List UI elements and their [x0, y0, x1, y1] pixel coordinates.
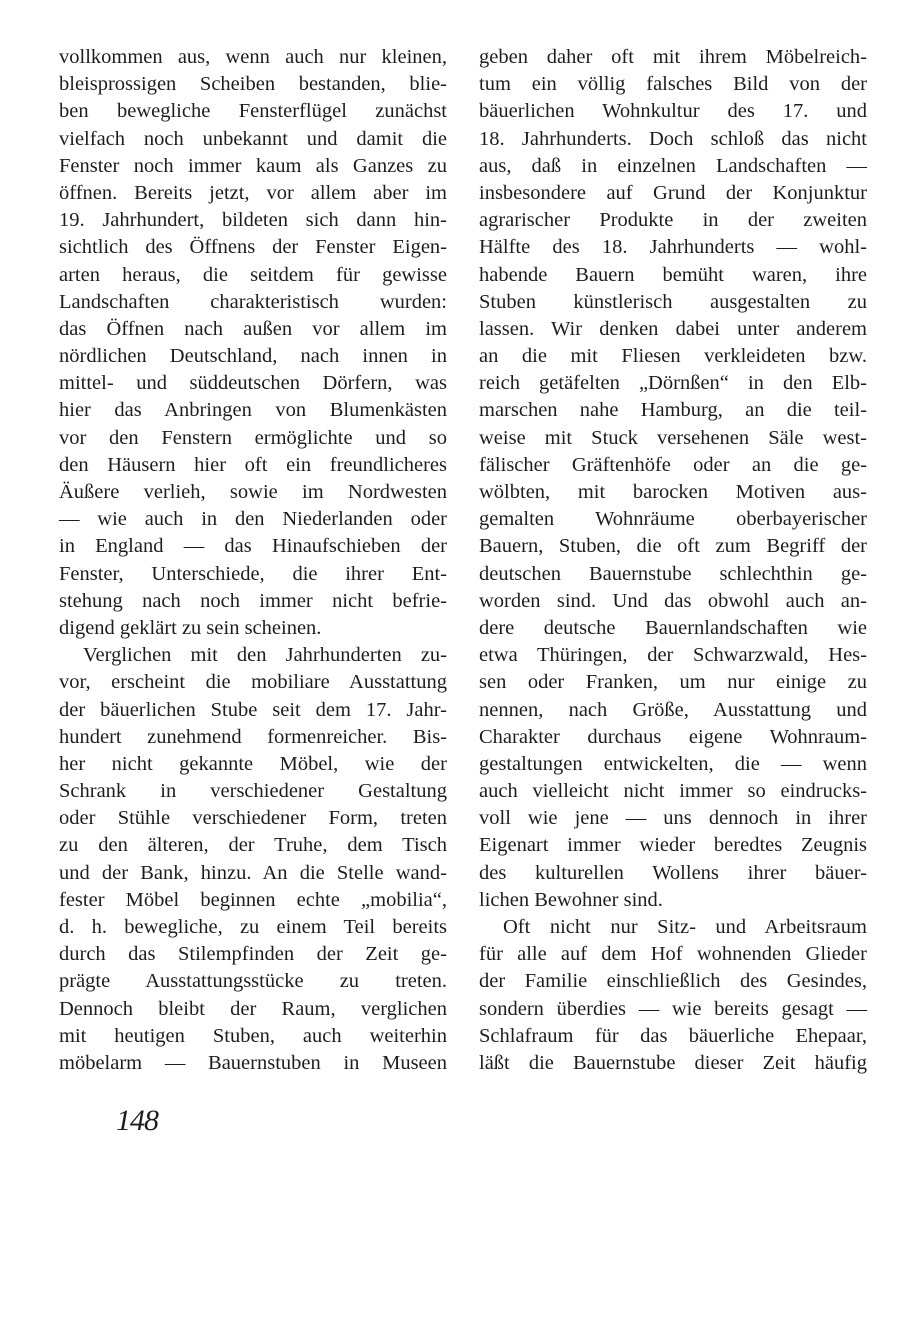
left-text-column [59, 44, 447, 1077]
text-line: deutschen Bauernstube schlechthin ge- [479, 562, 867, 585]
text-line: insbesondere auf Grund der Konjunktur [479, 181, 867, 204]
text-line: auch vielleicht nicht immer so eindrucks- [479, 780, 867, 803]
text-line: fester Möbel beginnen echte „mobilia“, [59, 888, 447, 911]
text-line: 19. Jahrhundert, bildeten sich dann hin- [59, 209, 447, 232]
text-line: Schlafraum für das bäuerliche Ehepaar, [479, 1024, 867, 1047]
text-line: an die mit Fliesen verkleideten bzw. [479, 345, 867, 368]
text-line: läßt die Bauernstube dieser Zeit häufig [479, 1051, 867, 1074]
text-line: tum ein völlig falsches Bild von der [479, 73, 867, 96]
text-line: digend geklärt zu sein scheinen. [59, 616, 322, 639]
text-line: und der Bank, hinzu. An die Stelle wand- [59, 861, 447, 884]
text-line: in England — das Hinaufschieben der [59, 535, 447, 558]
text-line: aus, daß in einzelnen Landschaften — [479, 154, 867, 177]
text-line: fälischer Gräftenhöfe oder an die ge- [479, 453, 867, 476]
text-line: sen oder Franken, um nur einige zu [479, 671, 867, 694]
text-line: hier das Anbringen von Blumenkästen [59, 399, 447, 422]
text-line: her nicht gekannte Möbel, wie der [59, 752, 447, 775]
text-line: habende Bauern bemüht waren, ihre [479, 263, 867, 286]
text-line: Landschaften charakteristisch wurden: [59, 290, 447, 313]
text-line: vor den Fenstern ermöglichte und so [59, 426, 447, 449]
text-line: — wie auch in den Niederlanden oder [59, 508, 447, 531]
text-line: Eigenart immer wieder beredtes Zeugnis [479, 834, 867, 857]
text-line: Schrank in verschiedener Gestaltung [59, 780, 447, 803]
text-line: gemalten Wohnräume oberbayerischer [479, 508, 867, 531]
page-number: 148 [116, 1104, 158, 1137]
text-line: mittel- und süddeutschen Dörfern, was [59, 372, 447, 395]
text-line: durch das Stilempfinden der Zeit ge- [59, 943, 447, 966]
text-line: gestaltungen entwickelten, die — wenn [479, 752, 867, 775]
text-line: den Häusern hier oft ein freundlicheres [59, 453, 447, 476]
text-line: Stuben künstlerisch ausgestalten zu [479, 290, 867, 313]
text-line: Fenster noch immer kaum als Ganzes zu [59, 154, 447, 177]
text-line: 18. Jahrhunderts. Doch schloß das nicht [479, 127, 867, 150]
text-line: vor, erscheint die mobiliare Ausstattung [59, 671, 447, 694]
text-line: Dennoch bleibt der Raum, verglichen [59, 997, 447, 1020]
text-line: für alle auf dem Hof wohnenden Glieder [479, 943, 867, 966]
text-line: etwa Thüringen, der Schwarzwald, Hes- [479, 644, 867, 667]
text-line: bäuerlichen Wohnkultur des 17. und [479, 100, 867, 123]
text-line: reich getäfelten „Dörnßen“ in den Elb- [479, 372, 867, 395]
text-line: der bäuerlichen Stube seit dem 17. Jahr- [59, 698, 447, 721]
text-line: ben bewegliche Fensterflügel zunächst [59, 100, 447, 123]
text-line: nördlichen Deutschland, nach innen in [59, 345, 447, 368]
text-line: lassen. Wir denken dabei unter anderem [479, 317, 867, 340]
text-line: weise mit Stuck versehenen Säle west- [479, 426, 867, 449]
text-line: dere deutsche Bauernlandschaften wie [479, 616, 867, 639]
text-line: wölbten, mit barocken Motiven aus- [479, 481, 867, 503]
text-line: Fenster, Unterschiede, die ihrer Ent- [59, 562, 447, 585]
text-line: agrarischer Produkte in der zweiten [479, 209, 867, 232]
text-line: geben daher oft mit ihrem Möbelreich- [479, 46, 867, 68]
text-line: vollkommen aus, wenn auch nur kleinen, [59, 46, 447, 68]
text-line: des kulturellen Wollens ihrer bäuer- [479, 861, 867, 884]
text-line: vielfach noch unbekannt und damit die [59, 127, 447, 150]
text-line: stehung nach noch immer nicht befrie- [59, 589, 447, 612]
text-line: mit heutigen Stuben, auch weiterhin [59, 1024, 447, 1047]
text-line: Charakter durchaus eigene Wohnraum- [479, 725, 867, 748]
text-line: zu den älteren, der Truhe, dem Tisch [59, 834, 447, 857]
text-line: marschen nahe Hamburg, an die teil- [479, 399, 867, 422]
text-line: voll wie jene — uns dennoch in ihrer [479, 807, 867, 830]
text-line: Bauern, Stuben, die oft zum Begriff der [479, 535, 867, 558]
text-line: der Familie einschließlich des Gesindes, [479, 970, 867, 993]
right-text-column [479, 44, 867, 1077]
text-line: sichtlich des Öffnens der Fenster Eigen- [59, 236, 447, 259]
text-line: Äußere verlieh, sowie im Nordwesten [59, 481, 447, 503]
text-line: lichen Bewohner sind. [479, 888, 663, 911]
text-line: oder Stühle verschiedener Form, treten [59, 807, 447, 830]
text-line: d. h. bewegliche, zu einem Teil bereits [59, 916, 447, 938]
text-line: sondern überdies — wie bereits gesagt — [479, 997, 867, 1020]
text-line: Oft nicht nur Sitz- und Arbeitsraum [503, 916, 867, 938]
text-line: öffnen. Bereits jetzt, vor allem aber im [59, 181, 447, 204]
text-line: prägte Ausstattungsstücke zu treten. [59, 970, 447, 993]
text-line: bleisprossigen Scheiben bestanden, blie- [59, 73, 447, 96]
text-line: arten heraus, die seitdem für gewisse [59, 263, 447, 286]
text-line: Verglichen mit den Jahrhunderten zu- [83, 644, 447, 667]
text-line: möbelarm — Bauernstuben in Museen [59, 1051, 447, 1074]
text-line: hundert zunehmend formenreicher. Bis- [59, 725, 447, 748]
text-line: worden sind. Und das obwohl auch an- [479, 589, 867, 612]
text-line: das Öffnen nach außen vor allem im [59, 317, 447, 340]
text-line: nennen, nach Größe, Ausstattung und [479, 698, 867, 721]
text-line: Hälfte des 18. Jahrhunderts — wohl- [479, 236, 867, 259]
